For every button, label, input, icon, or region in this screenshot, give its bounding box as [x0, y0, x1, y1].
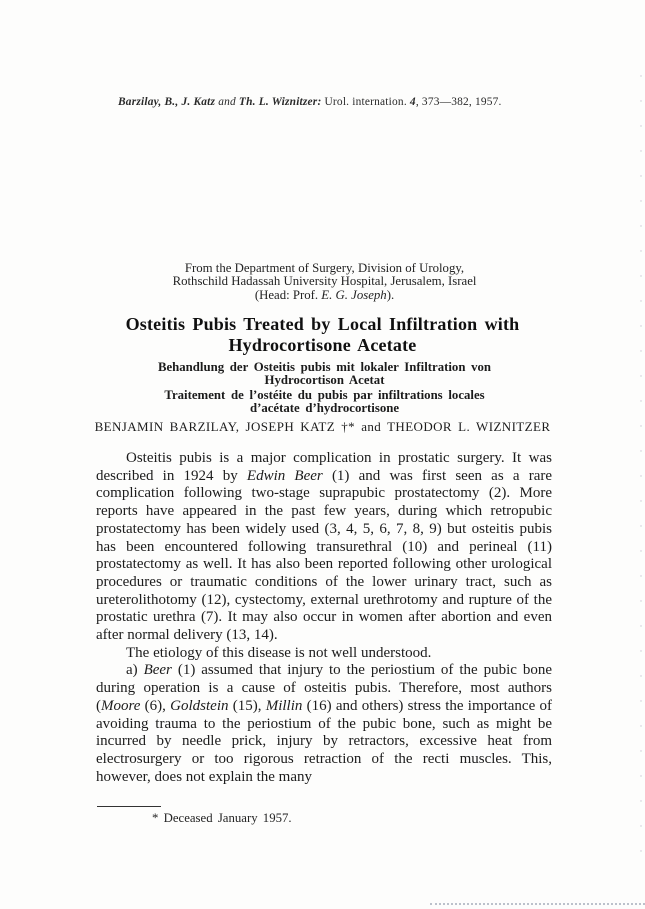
footnote-rule — [97, 806, 161, 807]
journal-citation: Barzilay, B., J. Katz and Th. L. Wiznitzer: Urol. internation. 4, 373—382, 1957. — [118, 96, 502, 108]
subtitle-french-line: Traitement de l’ostéite du pubis par infiltrations locales — [164, 388, 485, 402]
footnote: * Deceased January 1957. — [152, 811, 292, 825]
affiliation-block — [97, 262, 552, 302]
page-title — [85, 314, 560, 355]
page-title-line: Osteitis Pubis Treated by Local Infiltration with — [125, 314, 520, 334]
subtitle-french-line: d’acétate d’hydrocortisone — [249, 401, 400, 416]
subtitle-german-line: Behandlung der Osteitis pubis mit lokaler Infiltration von — [157, 360, 492, 374]
subtitle-german-line: Hydrocortison Acetat — [264, 373, 385, 388]
affiliation-line: Rothschild Hadassah University Hospital, Jerusalem, Israel — [172, 274, 477, 289]
scan-dotted-line-bottom — [430, 903, 645, 905]
affiliation-line: From the Department of Surgery, Division of Urology, — [184, 261, 465, 275]
body-paragraph: a) Beer (1) assumed that injury to the periostium of the pubic bone during operation is a cause of osteitis pubis. Therefore, most authors (Moore (6), Goldstein (15), Millin (16) and others) stress the importance of avoiding trauma to the periostium of the pubic bone, such as might be incurred by needle prick, injury by retractors, excessive heat from electrosurgery or too rigorous retraction of the recti muscles. This, however, does not explain the many — [96, 662, 552, 785]
scan-edge-noise — [640, 75, 642, 859]
subtitle-french — [97, 389, 552, 415]
subtitle-german — [97, 361, 552, 387]
body-paragraph: The etiology of this disease is not well understood. — [126, 644, 432, 661]
affiliation-head-line: (Head: Prof. E. G. Joseph). — [254, 287, 395, 302]
authors-line: BENJAMIN BARZILAY, JOSEPH KATZ †* and THEODOR L. WIZNITZER — [94, 419, 551, 434]
body-paragraph: Osteitis pubis is a major complication in prostatic surgery. It was described in 1924 by Edwin Beer (1) and was first seen as a rare complication following two-stage suprapubic prostatectomy (2). More reports have appeared in the past few years, during which retropubic prostatectomy has been widely used (3, 4, 5, 6, 7, 8, 9) but osteitis pubis has been encountered following transurethral (10) and perineal (11) prostatectomy as well. It has also been reported following other urological procedures or traumatic conditions of the lower urinary tract, such as ureterolithotomy (12), cystectomy, external urethrotomy and rupture of the prostatic urethra (7). It may also occur in women after abortion and even after normal delivery (13, 14). — [96, 450, 553, 644]
page-title-line: Hydrocortisone Acetate — [228, 334, 417, 355]
article-body — [96, 450, 552, 786]
